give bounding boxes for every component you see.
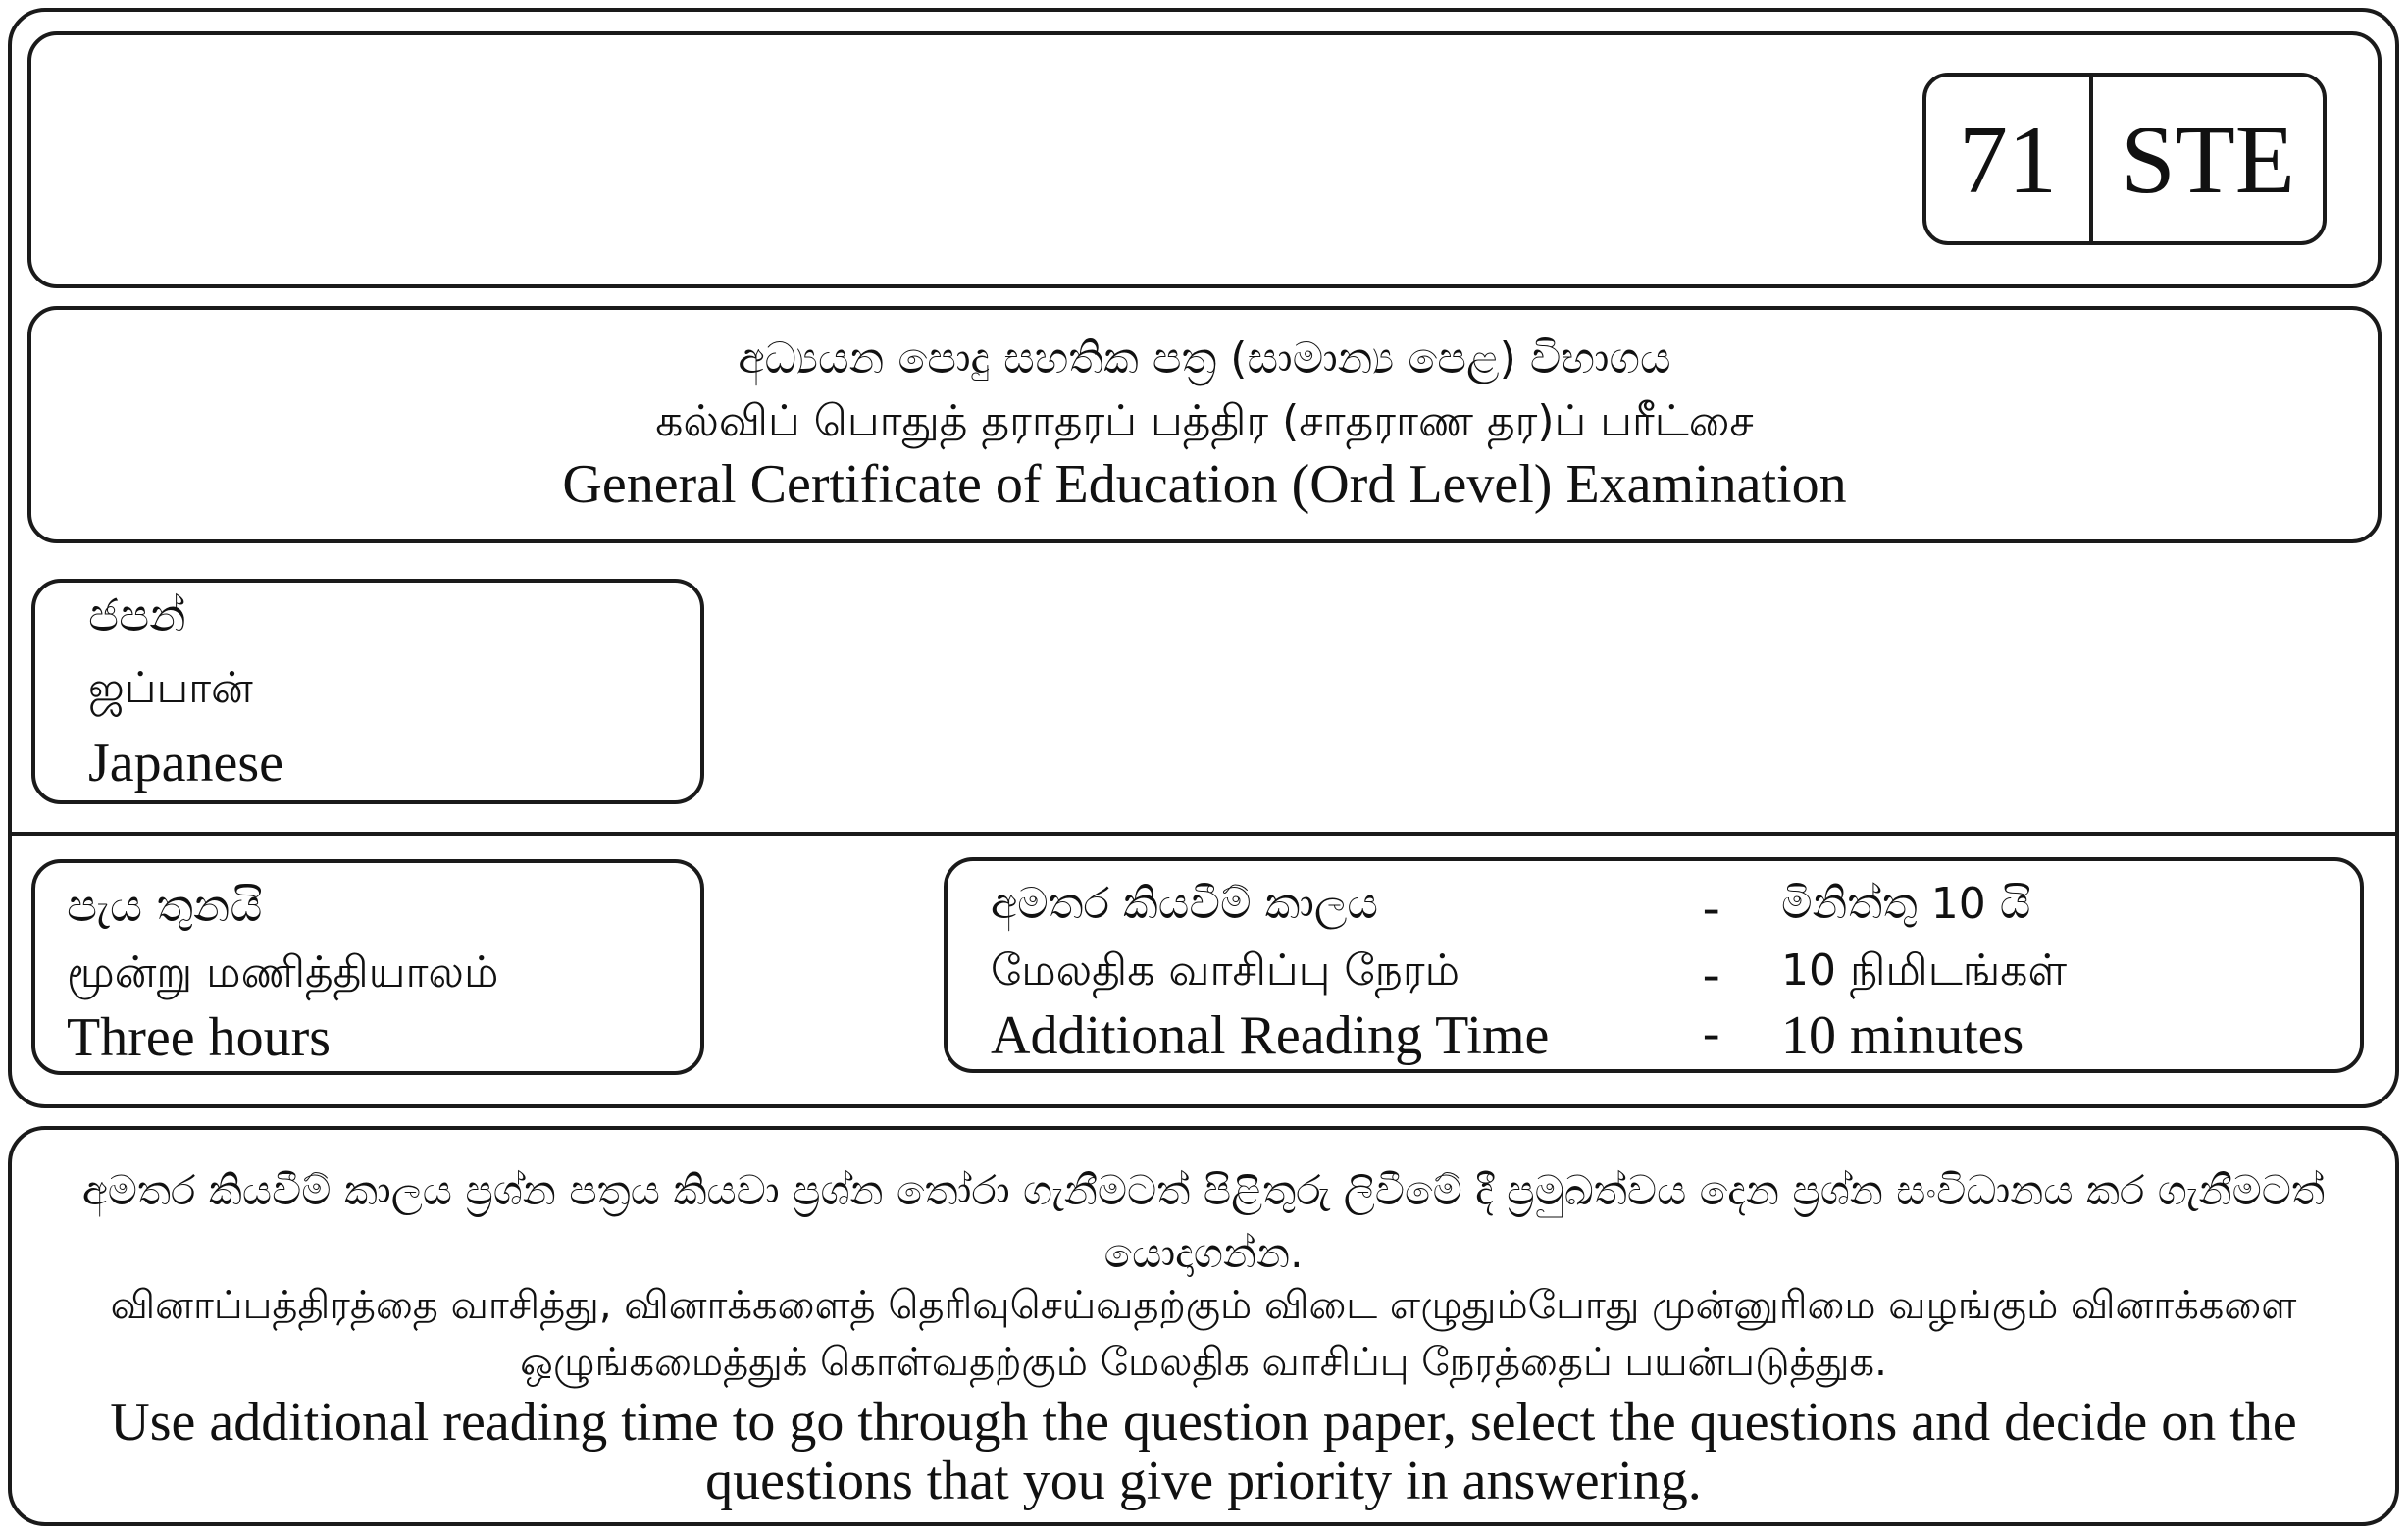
paper-number: 71 (1959, 104, 2057, 214)
exam-title-sinhala: අධ්‍යයන පොදු සහතික පත්‍ර (සාමාන්‍ය පෙළ) විභාගය (738, 333, 1671, 384)
duration-box (31, 859, 704, 1075)
reading-time-label: Additional Reading Time (991, 1005, 1550, 1066)
instructions-box (8, 1126, 2399, 1526)
duration-english: Three hours (67, 1007, 332, 1068)
subject-tamil: ஜப்பான் (88, 663, 253, 713)
reading-time-box (944, 857, 2364, 1073)
reading-time-row-sinhala (948, 879, 2360, 947)
paper-code: STE (2121, 104, 2295, 214)
section-divider (8, 832, 2399, 836)
reading-time-value: 10 minutes (1781, 1005, 2024, 1066)
duration-tamil: மூன்று மணித்தியாலம் (67, 947, 499, 997)
reading-time-row-english (948, 1005, 2360, 1073)
instruction-sinhala: අමතර කියවීම් කාලය ප්‍රශ්න පත්‍රය කියවා ප්‍රශ්න තෝරා ගැනීමටත් පිළිතුරු ලිවීමේ දී ප්‍රමුඛත්වය දෙන ප්‍රශ්න සංවිධානය කර ගැනීමටත් යොදාගන්න. (81, 1166, 2326, 1277)
reading-time-label: අමතර කියවීම් කාලය (991, 879, 1379, 929)
exam-title-tamil: கல்விப் பொதுத் தராதரப் பத்திர (சாதராண தர)ப் பரீட்சை (655, 396, 1754, 446)
paper-code-badge (1922, 73, 2327, 245)
exam-title-english: General Certificate of Education (Ord Level) Examination (562, 454, 1847, 515)
reading-time-dash: - (1703, 946, 1720, 1002)
subject-sinhala: ජපන් (88, 588, 186, 641)
subject-english: Japanese (88, 733, 284, 793)
subject-box (31, 579, 704, 804)
reading-time-value: මිනිත්තු 10 යි (1781, 879, 2031, 929)
reading-time-value: 10 நிமிடங்கள் (1781, 946, 2068, 996)
reading-time-label: மேலதிக வாசிப்பு நேரம் (991, 946, 1460, 996)
reading-time-dash: - (1703, 880, 1720, 936)
reading-time-dash: - (1703, 1005, 1720, 1061)
instruction-tamil: வினாப்பத்திரத்தை வாசித்து, வினாக்களைத் தெரிவுசெய்வதற்கும் விடை எழுதும்போது முன்னுரிமை வழங்கும் வினாக்களை ஒழுங்கமைத்துக் கொள்வதற்கும் மேலதிக வாசிப்பு நேரத்தைப் பயன்படுத்துக. (110, 1283, 2297, 1385)
instruction-english: Use additional reading time to go through the question paper, select the questions and decide on the questions that you give priority in answering. (110, 1392, 2297, 1511)
duration-sinhala: පැය තුනයි (67, 879, 263, 932)
exam-title-box (27, 306, 2382, 543)
